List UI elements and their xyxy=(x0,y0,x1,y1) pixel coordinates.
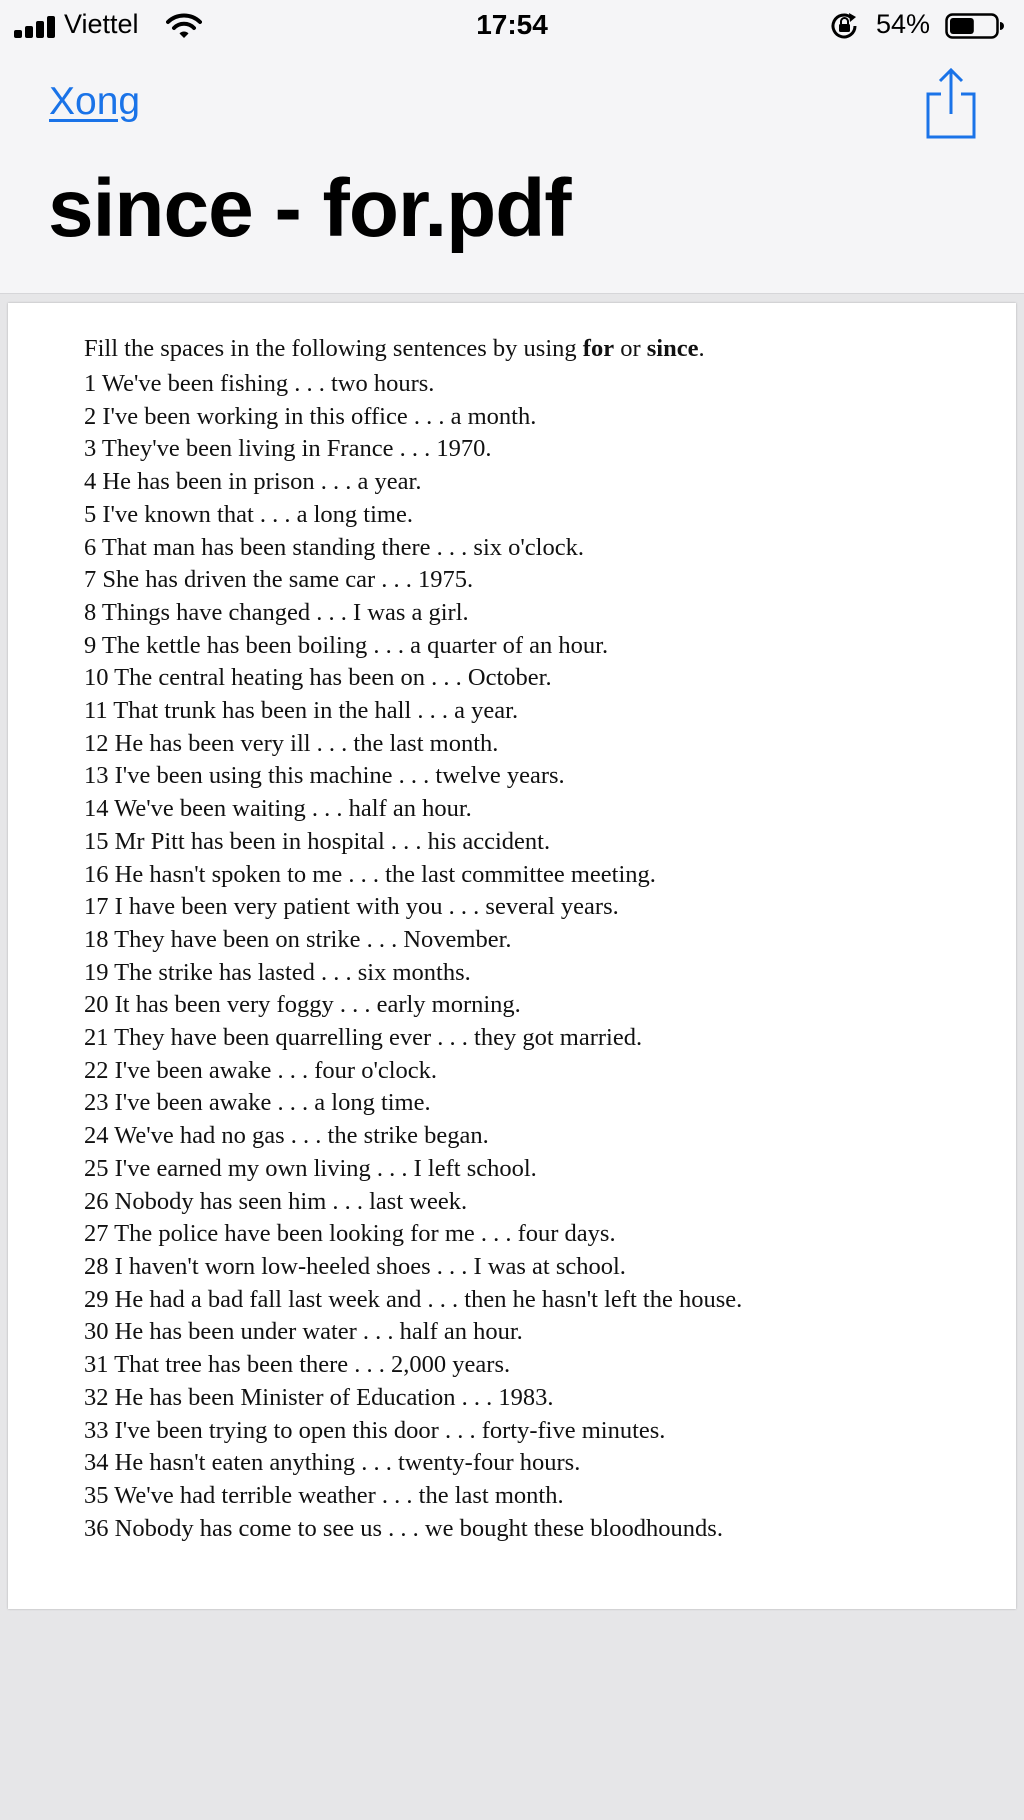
instruction-text: . xyxy=(698,335,705,362)
status-time: 17:54 xyxy=(476,9,548,40)
sentence-line: 6 That man has been standing there . . . six o'clock. xyxy=(84,533,584,561)
sentence-line: 14 We've been waiting . . . half an hour. xyxy=(84,795,472,823)
sentence-line: 15 Mr Pitt has been in hospital . . . his accident. xyxy=(84,827,551,855)
sentence-line: 36 Nobody has come to see us . . . we bought these bloodhounds. xyxy=(84,1514,723,1542)
sentence-line: 19 The strike has lasted . . . six months. xyxy=(84,958,471,986)
sentence-line: 30 He has been under water . . . half an hour. xyxy=(84,1318,523,1346)
viewer-header xyxy=(0,0,1024,294)
sentence-line: 18 They have been on strike . . . November. xyxy=(84,925,512,953)
share-icon[interactable] xyxy=(925,66,977,140)
instruction-keyword-since: since xyxy=(646,335,699,362)
document-title: since - for.pdf xyxy=(48,163,571,254)
instruction-line xyxy=(84,330,994,368)
rotation-lock-icon xyxy=(829,11,861,41)
viewer-background xyxy=(0,1620,1024,1820)
instruction-text: or xyxy=(614,335,647,362)
sentence-line: 7 She has driven the same car . . . 1975. xyxy=(84,566,474,594)
sentence-line: 8 Things have changed . . . I was a girl. xyxy=(84,598,469,626)
sentence-line: 9 The kettle has been boiling . . . a quarter of an hour. xyxy=(84,631,609,659)
battery-icon xyxy=(945,11,1005,41)
sentence-line: 20 It has been very foggy . . . early morning. xyxy=(84,991,521,1019)
sentence-line: 31 That tree has been there . . . 2,000 years. xyxy=(84,1351,511,1379)
sentence-line: 3 They've been living in France . . . 1970. xyxy=(84,435,492,463)
sentence-line: 24 We've had no gas . . . the strike began. xyxy=(84,1122,489,1150)
sentence-line: 4 He has been in prison . . . a year. xyxy=(84,468,422,496)
sentence-line: 1 We've been fishing . . . two hours. xyxy=(84,370,435,397)
sentence-line: 28 I haven't worn low-heeled shoes . . . I was at school. xyxy=(84,1252,626,1280)
status-bar xyxy=(0,0,1024,52)
sentence-line: 29 He had a bad fall last week and . . . then he hasn't left the house. xyxy=(84,1285,743,1313)
sentence-line: 10 The central heating has been on . . . October. xyxy=(84,664,552,692)
sentence-line: 25 I've earned my own living . . . I left school. xyxy=(84,1154,537,1182)
sentence-line: 34 He hasn't eaten anything . . . twenty-four hours. xyxy=(84,1449,581,1477)
sentence-line: 32 He has been Minister of Education . . . 1983. xyxy=(84,1383,554,1411)
page-content xyxy=(84,330,994,1545)
instruction-keyword-for: for xyxy=(582,335,615,362)
sentence-line: 2 I've been working in this office . . . a month. xyxy=(84,402,537,430)
pdf-page[interactable] xyxy=(8,303,1016,1609)
battery-percent: 54% xyxy=(876,9,931,39)
sentence-line: 22 I've been awake . . . four o'clock. xyxy=(84,1056,438,1084)
done-button[interactable]: Xong xyxy=(49,80,141,123)
sentence-line: 23 I've been awake . . . a long time. xyxy=(84,1089,431,1117)
sentence-line: 13 I've been using this machine . . . twelve years. xyxy=(84,762,565,790)
sentence-line: 26 Nobody has seen him . . . last week. xyxy=(84,1187,468,1215)
sentence-list xyxy=(84,368,994,1545)
sentence-line: 5 I've known that . . . a long time. xyxy=(84,500,413,528)
sentence-line: 27 The police have been looking for me . . . four days. xyxy=(84,1220,616,1248)
sentence-line: 35 We've had terrible weather . . . the last month. xyxy=(84,1481,564,1509)
sentence-line: 17 I have been very patient with you . . . several years. xyxy=(84,893,619,921)
sentence-line: 12 He has been very ill . . . the last month. xyxy=(84,729,499,757)
sentence-line: 16 He hasn't spoken to me . . . the last committee meeting. xyxy=(84,860,656,888)
sentence-line: 21 They have been quarrelling ever . . . they got married. xyxy=(84,1024,643,1052)
sentence-line: 11 That trunk has been in the hall . . . a year. xyxy=(84,697,519,725)
instruction-text: Fill the spaces in the following sentences by using xyxy=(84,335,583,362)
sentence-line: 33 I've been trying to open this door . . . forty-five minutes. xyxy=(84,1416,666,1444)
carrier-name: Viettel xyxy=(64,9,139,39)
